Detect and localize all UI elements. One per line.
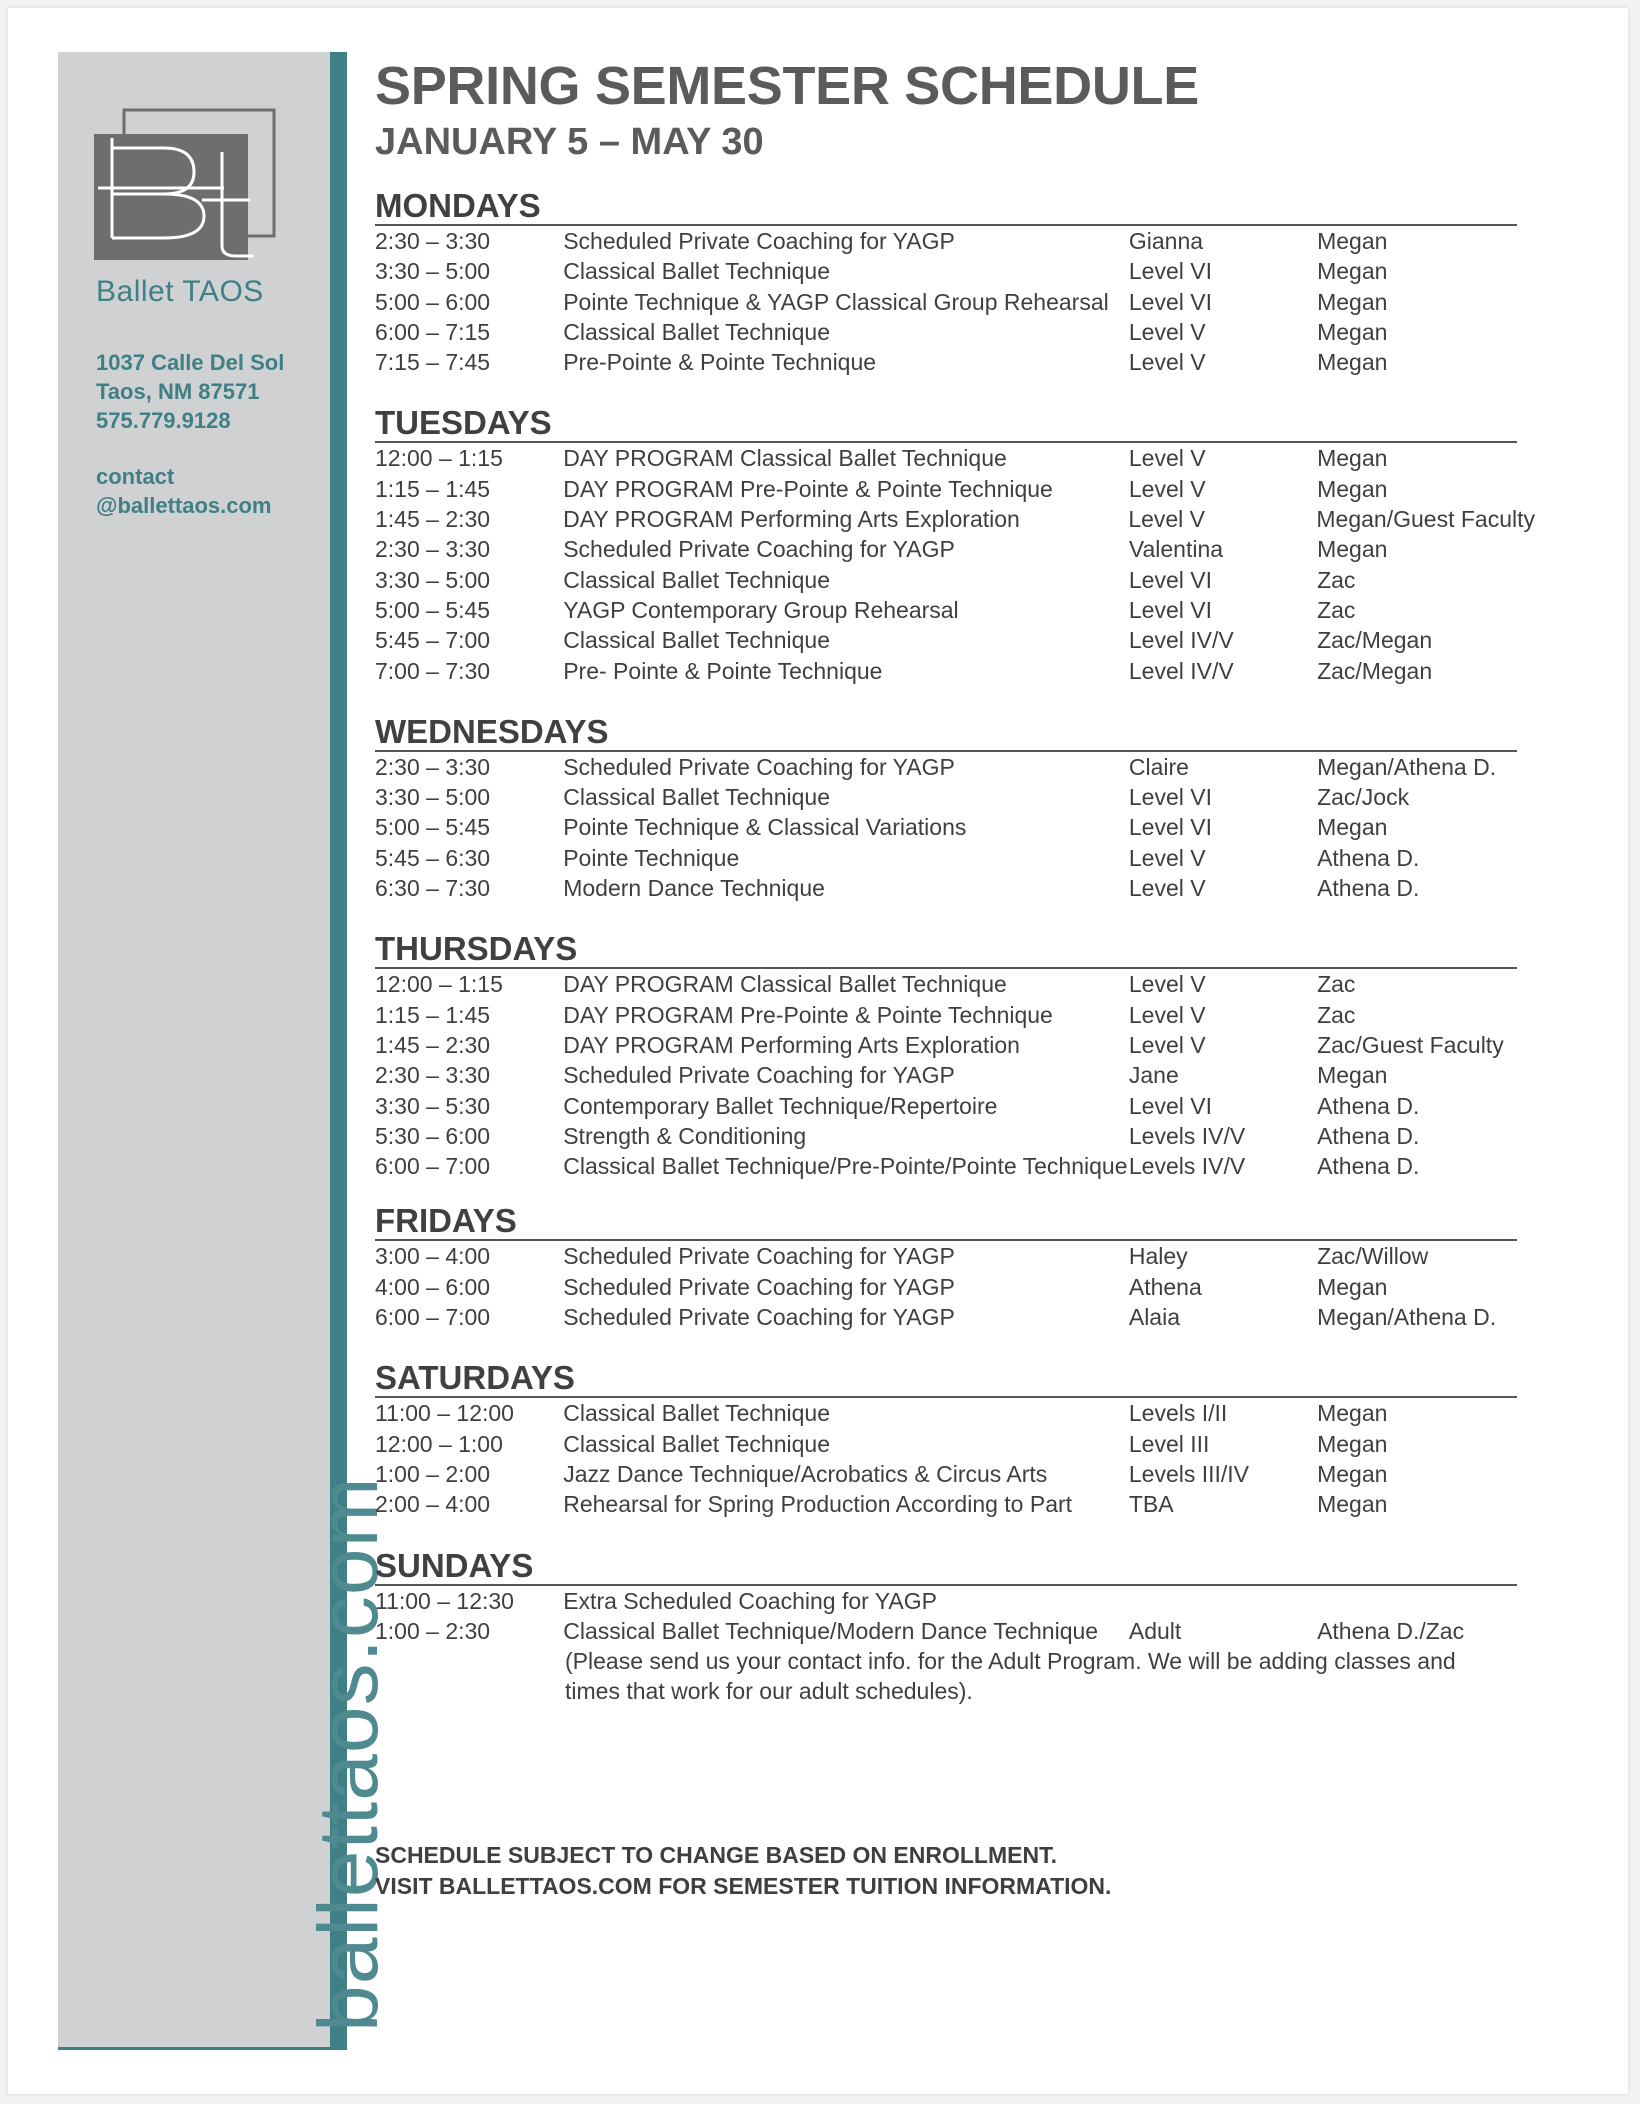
class-time: 11:00 – 12:00 xyxy=(375,1400,514,1427)
class-level: Level V xyxy=(1128,844,1206,871)
class-level: Alaia xyxy=(1128,1304,1181,1331)
class-name: Scheduled Private Coaching for YAGP xyxy=(563,1304,955,1331)
class-level: Level V xyxy=(1128,445,1206,472)
schedule-row xyxy=(375,1091,1535,1121)
class-instructor: Zac xyxy=(1317,596,1356,623)
schedule-row xyxy=(375,1241,1535,1271)
class-time: 2:30 – 3:30 xyxy=(375,1062,491,1089)
day-header: FRIDAYS xyxy=(375,1199,1517,1241)
day-header: SATURDAYS xyxy=(375,1356,1517,1398)
address-block xyxy=(96,348,284,435)
schedule-row xyxy=(375,1429,1535,1459)
class-time: 1:45 – 2:30 xyxy=(375,506,491,533)
schedule-row xyxy=(375,474,1535,504)
contact-email[interactable] xyxy=(96,462,272,520)
class-time: 7:00 – 7:30 xyxy=(375,657,491,684)
schedule-row xyxy=(375,1060,1535,1090)
schedule-row xyxy=(375,1489,1535,1519)
brand-name: Ballet TAOS xyxy=(96,275,264,308)
class-time: 5:00 – 5:45 xyxy=(375,814,491,841)
schedule-row xyxy=(375,1000,1535,1030)
class-name: Rehearsal for Spring Production According to Part xyxy=(563,1491,1073,1518)
class-instructor: Megan xyxy=(1317,445,1388,472)
schedule-row xyxy=(375,1121,1535,1151)
schedule-row xyxy=(375,1398,1535,1428)
schedule-row xyxy=(375,812,1535,842)
class-name: Strength & Conditioning xyxy=(563,1122,807,1149)
class-level: Level VI xyxy=(1128,288,1212,315)
class-level: Level V xyxy=(1128,349,1206,376)
schedule-row xyxy=(375,443,1535,473)
class-name: Scheduled Private Coaching for YAGP xyxy=(563,536,955,563)
day-section-tuesdays xyxy=(375,401,1535,685)
page-title: SPRING SEMESTER SCHEDULE xyxy=(375,56,1199,116)
class-name: DAY PROGRAM Pre-Pointe & Pointe Technique xyxy=(563,475,1053,502)
footer-line-1: SCHEDULE SUBJECT TO CHANGE BASED ON ENROLLMENT. xyxy=(375,1842,1057,1868)
class-instructor: Athena D. xyxy=(1317,875,1420,902)
class-time: 1:00 – 2:30 xyxy=(375,1617,491,1644)
class-level: Level VI xyxy=(1128,258,1212,285)
class-level: Level VI xyxy=(1128,784,1212,811)
class-time: 3:00 – 4:00 xyxy=(375,1243,491,1270)
class-level: Level V xyxy=(1128,875,1206,902)
class-instructor: Megan xyxy=(1317,1460,1388,1487)
class-level: Level V xyxy=(1128,1001,1206,1028)
class-time: 5:00 – 5:45 xyxy=(375,596,491,623)
class-instructor: Athena D. xyxy=(1317,1122,1420,1149)
day-header: MONDAYS xyxy=(375,184,1517,226)
class-time: 2:30 – 3:30 xyxy=(375,753,491,780)
class-name: DAY PROGRAM Classical Ballet Technique xyxy=(563,971,1007,998)
class-level: Levels IV/V xyxy=(1128,1122,1246,1149)
class-name: Classical Ballet Technique xyxy=(563,784,830,811)
class-name: Classical Ballet Technique xyxy=(563,318,830,345)
class-instructor: Athena D. xyxy=(1317,1092,1420,1119)
class-level: TBA xyxy=(1128,1491,1174,1518)
class-name: Jazz Dance Technique/Acrobatics & Circus Arts xyxy=(563,1460,1048,1487)
schedule-row xyxy=(375,1151,1535,1181)
class-time: 6:00 – 7:15 xyxy=(375,318,491,345)
class-time: 5:00 – 6:00 xyxy=(375,288,491,315)
class-level: Level IV/V xyxy=(1128,657,1234,684)
ballet-taos-logo xyxy=(94,108,276,260)
class-time: 6:00 – 7:00 xyxy=(375,1153,491,1180)
class-instructor: Athena D./Zac xyxy=(1317,1617,1465,1644)
semester-dates: JANUARY 5 – MAY 30 xyxy=(375,121,764,163)
class-level: Jane xyxy=(1128,1062,1179,1089)
class-name: Scheduled Private Coaching for YAGP xyxy=(563,1273,955,1300)
class-instructor: Megan xyxy=(1317,228,1388,254)
schedule-row xyxy=(375,752,1535,782)
address-street: 1037 Calle Del Sol xyxy=(96,350,285,375)
address-phone[interactable]: 575.779.9128 xyxy=(96,408,231,433)
class-instructor: Megan xyxy=(1317,1491,1388,1518)
class-time: 6:00 – 7:00 xyxy=(375,1304,491,1331)
class-name: Scheduled Private Coaching for YAGP xyxy=(563,228,955,254)
class-name: Pointe Technique & Classical Variations xyxy=(563,814,967,841)
class-name: Modern Dance Technique xyxy=(563,875,825,902)
schedule-row xyxy=(375,625,1535,655)
class-instructor: Zac/Megan xyxy=(1317,627,1433,654)
class-time: 6:30 – 7:30 xyxy=(375,875,491,902)
class-level: Level IV/V xyxy=(1128,627,1234,654)
class-time: 2:30 – 3:30 xyxy=(375,228,491,254)
class-level: Gianna xyxy=(1128,228,1204,254)
class-instructor: Megan xyxy=(1317,1400,1388,1427)
class-instructor: Megan/Athena D. xyxy=(1317,753,1497,780)
schedule-row xyxy=(375,226,1535,256)
schedule-row xyxy=(375,782,1535,812)
schedule-row xyxy=(375,565,1535,595)
class-name: Classical Ballet Technique xyxy=(563,258,830,285)
schedule-row xyxy=(375,347,1535,377)
class-instructor: Megan xyxy=(1317,1430,1388,1457)
class-level: Level V xyxy=(1128,1031,1206,1058)
class-name: Classical Ballet Technique xyxy=(563,1430,830,1457)
schedule-row xyxy=(375,595,1535,625)
class-name: DAY PROGRAM Performing Arts Exploration xyxy=(563,506,1020,533)
schedule-row xyxy=(375,256,1535,286)
class-level: Adult xyxy=(1128,1617,1182,1644)
class-name: Classical Ballet Technique/Pre-Pointe/Pointe Technique xyxy=(563,1153,1128,1180)
day-header: WEDNESDAYS xyxy=(375,710,1517,752)
adult-program-note: (Please send us your contact info. for the Adult Program. We will be adding classes and times that work for our adult schedules). xyxy=(565,1648,1456,1705)
class-name: Pointe Technique & YAGP Classical Group Rehearsal xyxy=(563,288,1109,315)
contact-email-line1: contact xyxy=(96,464,175,489)
day-header: THURSDAYS xyxy=(375,927,1517,969)
class-time: 3:30 – 5:00 xyxy=(375,566,491,593)
schedule-main xyxy=(375,54,1535,1707)
class-instructor: Megan/Guest Faculty xyxy=(1316,506,1535,533)
day-section-fridays xyxy=(375,1199,1535,1332)
class-time: 1:45 – 2:30 xyxy=(375,1031,491,1058)
class-time: 1:15 – 1:45 xyxy=(375,475,491,502)
logo-dark-square xyxy=(94,134,248,260)
class-level: Claire xyxy=(1128,753,1189,780)
class-instructor: Megan xyxy=(1317,258,1388,285)
class-level: Haley xyxy=(1128,1243,1188,1270)
day-section-thursdays xyxy=(375,927,1535,1181)
class-level: Level V xyxy=(1128,971,1206,998)
class-level: Level VI xyxy=(1128,814,1212,841)
schedule-row xyxy=(375,843,1535,873)
class-level xyxy=(1129,1586,1317,1616)
class-name: Classical Ballet Technique xyxy=(563,566,830,593)
class-time: 3:30 – 5:00 xyxy=(375,784,491,811)
schedule-row xyxy=(375,1459,1535,1489)
class-instructor: Athena D. xyxy=(1317,844,1420,871)
footer-line-2: VISIT BALLETTAOS.COM FOR SEMESTER TUITION INFORMATION. xyxy=(375,1873,1112,1899)
footer-notice xyxy=(375,1840,1111,1902)
class-instructor: Megan xyxy=(1317,475,1388,502)
class-name: Pre- Pointe & Pointe Technique xyxy=(563,657,883,684)
day-section-mondays xyxy=(375,184,1535,377)
class-name: Scheduled Private Coaching for YAGP xyxy=(563,1243,955,1270)
class-time: 11:00 – 12:30 xyxy=(375,1587,514,1614)
class-time: 4:00 – 6:00 xyxy=(375,1273,491,1300)
class-time: 7:15 – 7:45 xyxy=(375,349,491,376)
class-level: Level VI xyxy=(1128,566,1212,593)
class-time: 3:30 – 5:00 xyxy=(375,258,491,285)
schedule-row xyxy=(375,1030,1535,1060)
day-section-wednesdays xyxy=(375,710,1535,903)
class-name: Classical Ballet Technique xyxy=(563,1400,830,1427)
class-level: Level V xyxy=(1128,506,1206,533)
class-name: DAY PROGRAM Pre-Pointe & Pointe Technique xyxy=(563,1001,1053,1028)
class-time: 3:30 – 5:30 xyxy=(375,1092,491,1119)
class-time: 12:00 – 1:00 xyxy=(375,1430,503,1457)
class-instructor: Megan xyxy=(1317,1062,1388,1089)
class-time: 12:00 – 1:15 xyxy=(375,445,503,472)
class-name: Scheduled Private Coaching for YAGP xyxy=(563,753,955,780)
class-instructor: Zac xyxy=(1317,566,1356,593)
vertical-website-url: ballettaos.com xyxy=(301,1476,395,2032)
class-instructor xyxy=(1317,1586,1535,1616)
schedule-row xyxy=(375,1586,1535,1616)
class-level: Level III xyxy=(1128,1430,1210,1457)
class-instructor: Zac/Megan xyxy=(1317,657,1433,684)
class-instructor: Zac/Willow xyxy=(1317,1243,1429,1270)
schedule-row xyxy=(375,1616,1535,1646)
class-level: Levels IV/V xyxy=(1128,1153,1246,1180)
class-level: Level VI xyxy=(1128,1092,1212,1119)
schedule-row xyxy=(375,1302,1535,1332)
schedule-row xyxy=(375,317,1535,347)
class-level: Athena xyxy=(1128,1273,1202,1300)
class-level: Valentina xyxy=(1128,536,1224,563)
class-time: 2:30 – 3:30 xyxy=(375,536,491,563)
contact-email-line2: @ballettaos.com xyxy=(96,493,272,518)
schedule-row xyxy=(375,534,1535,564)
class-name: Scheduled Private Coaching for YAGP xyxy=(563,1062,955,1089)
day-header: TUESDAYS xyxy=(375,401,1517,443)
class-level: Level VI xyxy=(1128,596,1212,623)
schedule-row xyxy=(375,287,1535,317)
class-instructor: Megan xyxy=(1317,1273,1388,1300)
class-name: YAGP Contemporary Group Rehearsal xyxy=(563,596,959,623)
class-instructor: Zac/Guest Faculty xyxy=(1317,1031,1504,1058)
class-level: Levels I/II xyxy=(1128,1400,1228,1427)
class-time: 5:45 – 7:00 xyxy=(375,627,491,654)
class-instructor: Athena D. xyxy=(1317,1153,1420,1180)
class-time: 1:15 – 1:45 xyxy=(375,1001,491,1028)
class-instructor: Megan xyxy=(1317,536,1388,563)
class-name: Extra Scheduled Coaching for YAGP xyxy=(563,1587,937,1614)
class-name: Contemporary Ballet Technique/Repertoire xyxy=(563,1092,998,1119)
class-instructor: Zac xyxy=(1317,971,1356,998)
day-header: SUNDAYS xyxy=(375,1544,1517,1586)
schedule-row xyxy=(375,969,1535,999)
class-name: Pointe Technique xyxy=(563,844,740,871)
class-level: Level V xyxy=(1128,475,1206,502)
day-sections xyxy=(375,184,1535,1707)
class-instructor: Zac xyxy=(1317,1001,1356,1028)
day-section-sundays xyxy=(375,1544,1535,1707)
class-time: 1:00 – 2:00 xyxy=(375,1460,491,1487)
schedule-row xyxy=(375,656,1535,686)
class-level: Level V xyxy=(1128,318,1206,345)
class-name: DAY PROGRAM Performing Arts Exploration xyxy=(563,1031,1020,1058)
class-instructor: Megan/Athena D. xyxy=(1317,1304,1497,1331)
class-instructor: Megan xyxy=(1317,349,1388,376)
class-time: 2:00 – 4:00 xyxy=(375,1491,491,1518)
schedule-row xyxy=(375,504,1535,534)
schedule-row xyxy=(375,873,1535,903)
class-name: DAY PROGRAM Classical Ballet Technique xyxy=(563,445,1007,472)
class-name: Classical Ballet Technique xyxy=(563,627,830,654)
schedule-row xyxy=(375,1272,1535,1302)
day-section-saturdays xyxy=(375,1356,1535,1519)
class-time: 5:45 – 6:30 xyxy=(375,844,491,871)
class-instructor: Megan xyxy=(1317,814,1388,841)
class-instructor: Megan xyxy=(1317,318,1388,345)
class-instructor: Zac/Jock xyxy=(1317,784,1410,811)
class-time: 5:30 – 6:00 xyxy=(375,1122,491,1149)
sidebar-bottom-line xyxy=(58,2047,330,2050)
class-level: Levels III/IV xyxy=(1128,1460,1250,1487)
address-city: Taos, NM 87571 xyxy=(96,379,260,404)
class-name: Classical Ballet Technique/Modern Dance Technique xyxy=(563,1617,1099,1644)
class-instructor: Megan xyxy=(1317,288,1388,315)
class-name: Pre-Pointe & Pointe Technique xyxy=(563,349,877,376)
class-time: 12:00 – 1:15 xyxy=(375,971,503,998)
